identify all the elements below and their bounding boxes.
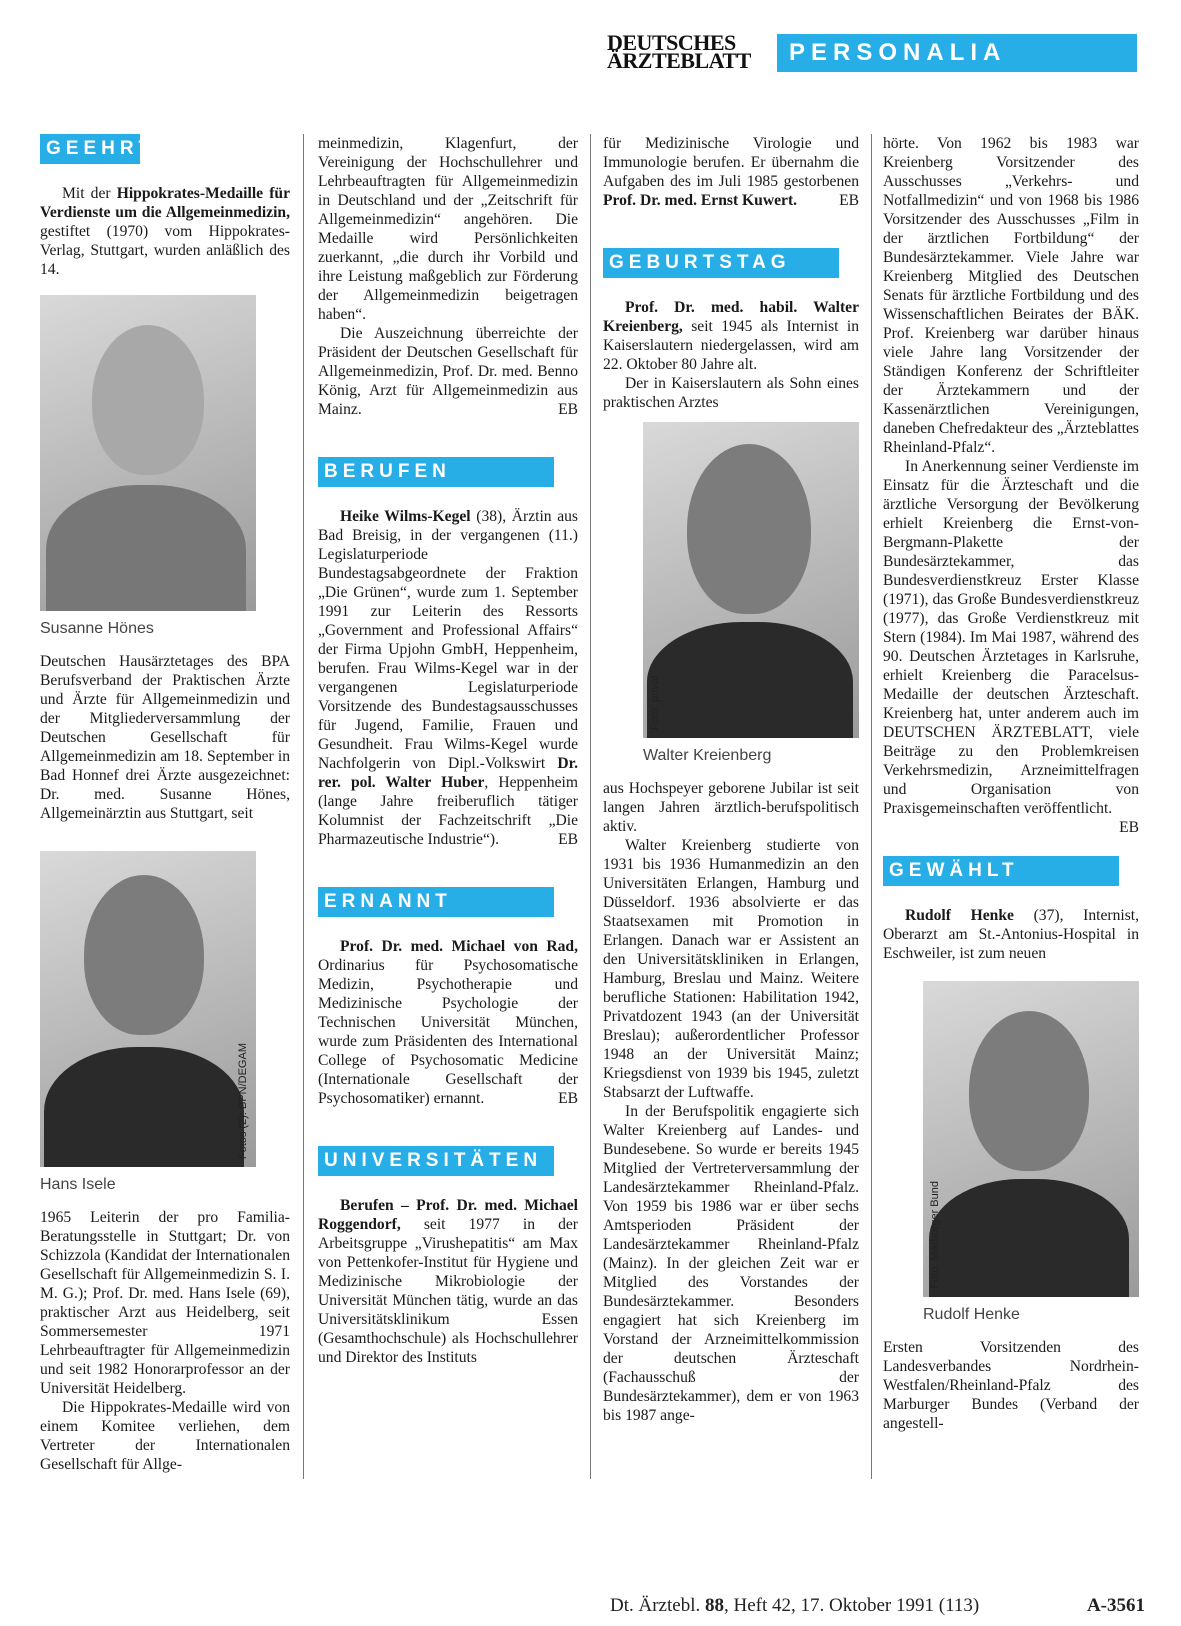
column-3 bbox=[603, 134, 859, 1425]
section-head-ernannt: ERNANNT bbox=[318, 887, 554, 917]
photo-hans-isele bbox=[40, 851, 256, 1167]
paragraph: Rudolf Henke (37), Internist, Oberarzt am St.-Antonius-Hospital in Eschweiler, ist zum neuen bbox=[883, 907, 1139, 962]
ressort-banner: PERSONALIA bbox=[777, 34, 1137, 72]
section-head-geehrt: GEEHRT bbox=[40, 134, 140, 164]
paragraph: Heike Wilms-Kegel (38), Ärztin aus Bad Breisig, in der vergangenen (11.) Legislaturperiode Bundestagsabgeordnete der Fraktion „Die Grünen“, wurde zum 1. September 1991 zur Leiterin des Ressorts „Government and Professional Affairs“ der Firma Upjohn GmbH, Heppenheim, berufen. Frau Wilms-Kegel war in der vergangenen Legislaturperiode Vorsitzende des Bundestagsausschusses für Jugend, Familie, Frauen und Gesundheit. Frau Wilms-Kegel wurde Nachfolgerin von Dipl.-Volkswirt Dr. rer. pol. Walter Huber, Heppenheim (lange Jahre freiberuflich tätiger Kolumnist der Fachzeitschrift „Die Pharmazeutische Industrie“). EB bbox=[318, 508, 578, 848]
paragraph: für Medizinische Virologie und Immunologie berufen. Er übernahm die Aufgaben des im Juli 1985 gestorbenen Prof. Dr. med. Ernst Kuwert. EB bbox=[603, 135, 859, 209]
paragraph: 1965 Leiterin der pro Familia-Beratungsstelle in Stuttgart; Dr. von Schizzola (Kandidat der Internationalen Gesellschaft für Allgemeinmedizin S. I. M. G.); Prof. Dr. med. Hans Isele (69), praktischer Arzt aus Heidelberg, seit Sommersemester 1971 Lehrbeauftragter für Allgemeinmedizin und seit 1982 Honorarprofessor an der Universität Heidelberg. bbox=[40, 1209, 290, 1397]
column-2 bbox=[318, 134, 578, 1367]
paragraph: Ersten Vorsitzenden des Landesverbandes Nordrhein-Westfalen/Rheinland-Pfalz des Marburger Bundes (Verband der angestell- bbox=[883, 1339, 1139, 1432]
paragraph: Prof. Dr. med. Michael von Rad, Ordinarius für Psychosomatische Medizin, Psychotherapie und Medizinische Psychologie der Technischen Universität München, wurde zum Präsidenten des International College of Psychosomatic Medicine (Internationale Gesellschaft der Psychosomatiker) ernannt. EB bbox=[318, 938, 578, 1107]
photo-credit: Foto: Marburger Bund bbox=[929, 1181, 941, 1289]
section-head-gewaehlt: GEWÄHLT bbox=[883, 856, 1119, 886]
paragraph: Die Hippokrates-Medaille wird von einem Komitee verliehen, dem Vertreter der Internationalen Gesellschaft für Allge- bbox=[40, 1399, 290, 1473]
photo-caption: Walter Kreienberg bbox=[643, 747, 772, 764]
photo-rudolf-henke bbox=[923, 981, 1139, 1297]
paragraph: Die Auszeichnung überreichte der Präsident der Deutschen Gesellschaft für Allgemeinmedizin, Prof. Dr. med. Benno König, Arzt für Allgemeinmedizin aus Mainz. EB bbox=[318, 325, 578, 418]
photo-susanne-hoenes bbox=[40, 295, 256, 611]
paragraph: In der Berufspolitik engagierte sich Walter Kreienberg auf Landes- und Bundesebene. So wurde er bereits 1945 Mitglied der Vertreterversammlung der Landesärztekammer Rheinland-Pfalz. Von 1959 bis 1986 war er über sechs Amtsperioden Präsident der Landesärztekammer Rheinland-Pfalz (Mainz). In der gleichen Zeit war er Mitglied des Vorstandes der Bundesärztekammer. Besonders engagiert hat sich Kreienberg im Vorstand der Arzneimittelkommission der deutschen Ärzteschaft (Fachausschuß der Bundesärztekammer), dem er von 1963 bis 1987 ange- bbox=[603, 1103, 859, 1424]
paragraph: Mit der Hippokrates-Medaille für Verdienste um die Allgemeinmedizin, gestiftet (1970) vom Hippokrates-Verlag, Stuttgart, wurden anläßlich des 14. bbox=[40, 185, 290, 278]
footer-journal: Dt. Ärztebl. bbox=[610, 1595, 705, 1616]
column-rule bbox=[871, 134, 872, 1479]
photo-walter-kreienberg bbox=[643, 422, 859, 738]
logo-line-1: DEUTSCHES bbox=[607, 30, 736, 55]
page-number: A-3561 bbox=[1086, 1595, 1145, 1616]
column-rule bbox=[590, 134, 591, 1479]
paragraph: Deutschen Hausärztetages des BPA Berufsverband der Praktischen Ärzte und Ärzte für Allgemeinmedizin und der Mitgliederversammlung der Deutschen Gesellschaft für Allgemeinmedizin am 18. September in Bad Honnef drei Ärzte ausgezeichnet: Dr. med. Susanne Hönes, Allgemeinärztin aus Stuttgart, seit bbox=[40, 653, 290, 822]
section-head-universitaeten: UNIVERSITÄTEN bbox=[318, 1146, 554, 1176]
section-head-geburtstag: GEBURTSTAG bbox=[603, 248, 839, 278]
photo-caption: Hans Isele bbox=[40, 1176, 116, 1193]
paragraph: Walter Kreienberg studierte von 1931 bis 1936 Humanmedizin an den Universitäten Erlangen, Hamburg und Düsseldorf. 1936 absolvierte er das Staatsexamen mit Promotion in Erlangen. Danach war er Assistent an den Universitätskliniken in Erlangen, Hamburg, Breslau und Mainz. Weitere berufliche Stationen: Habilitation 1942, Privatdozent 1943 (an der Universität Breslau); außerordentlicher Professor 1948 an der Universität Mainz; Kriegsdienst von 1939 bis 1945, zuletzt Stabsarzt der Luftwaffe. bbox=[603, 837, 859, 1101]
photo-caption: Rudolf Henke bbox=[923, 1306, 1020, 1323]
photo-caption: Susanne Hönes bbox=[40, 620, 154, 637]
column-4 bbox=[883, 134, 1139, 1433]
footer-volume: 88 bbox=[704, 1595, 724, 1616]
photo-credit: Fotos (2): BPN/DEGAM bbox=[237, 1042, 249, 1159]
column-rule bbox=[303, 134, 304, 1479]
paragraph: In Anerkennung seiner Verdienste im Einsatz für die Ärzteschaft und die ärztliche Versorgung der Bevölkerung erhielt Kreienberg die Ernst-von-Bergmann-Plakette der Bundesärztekammer, das Bundesverdienstkreuz Erster Klasse (1971), das Große Bundesverdienstkreuz (1977), das Große Verdienstkreuz mit Stern (1984). Im Mai 1987, während des 90. Deutschen Ärztetages in Karlsruhe, erhielt Kreienberg die Paracelsus-Medaille der deutschen Ärzteschaft. Kreienberg hat, unter anderem auch im DEUTSCHEN ÄRZTEBLATT, viele Beiträge zu den Problemkreisen Verkehrsmedizin, Arzneimittelfragen und Organisation von Praxisgemeinschaften veröffentlicht. EB bbox=[883, 458, 1139, 836]
photo-credit: Foto: privat bbox=[649, 674, 661, 730]
paragraph: hörte. Von 1962 bis 1983 war Kreienberg Vorsitzender des Ausschusses „Verkehrs- und Notfallmedizin“ und von 1968 bis 1986 Vorsitzender des Ausschusses „Film in der ärztlichen Fortbildung“ der Bundesärztekammer. Viele Jahre war Kreienberg Mitglied des Deutschen Senats für ärztliche Fortbildung und des Wissenschaftlichen Beirates der BÄK. Prof. Kreienberg war darüber hinaus viele Jahre lang Vorsitzender der Ständigen Konferenz der Schriftleiter der Ärztekammern und der Kassenärztlichen Vereinigungen, daneben Chefredakteur des „Ärzteblattes Rheinland-Pfalz“. bbox=[883, 135, 1139, 456]
paragraph: Berufen – Prof. Dr. med. Michael Roggendorf, seit 1977 in der Arbeitsgruppe „Virushepatitis“ am Max von Pettenkofer-Institut für Hygiene und Medizinische Mikrobiologie der Universität München tätig, wurde an das Universitätsklinikum Essen (Gesamthochschule) als Hochschullehrer und Direktor des Instituts bbox=[318, 1197, 578, 1366]
footer-issue: , Heft 42, 17. Oktober 1991 (113) bbox=[723, 1595, 980, 1616]
paragraph: Der in Kaiserslautern als Sohn eines praktischen Arztes bbox=[603, 375, 859, 411]
section-head-berufen: BERUFEN bbox=[318, 457, 554, 487]
logo-line-2: ÄRZTEBLATT bbox=[607, 48, 751, 73]
paragraph: aus Hochspeyer geborene Jubilar ist seit langen Jahren ärztlich-berufspolitisch aktiv. bbox=[603, 780, 859, 835]
paragraph: Prof. Dr. med. habil. Walter Kreienberg, seit 1945 als Internist in Kaiserslautern niedergelassen, wird am 22. Oktober 80 Jahre alt. bbox=[603, 299, 859, 373]
journal-logo bbox=[607, 30, 767, 73]
page-footer bbox=[610, 1595, 1145, 1617]
paragraph: meinmedizin, Klagenfurt, der Vereinigung der Hochschullehrer und Lehrbeauftragten für Allgemeinmedizin in Deutschland und der „Zeitschrift für Allgemeinmedizin“ angehören. Die Medaille wird Persönlichkeiten zuerkannt, „die durch ihr Vorbild und ihre Leistung maßgeblich zur Förderung der Allgemeinmedizin beigetragen haben“. bbox=[318, 135, 578, 323]
column-1 bbox=[40, 134, 290, 1474]
